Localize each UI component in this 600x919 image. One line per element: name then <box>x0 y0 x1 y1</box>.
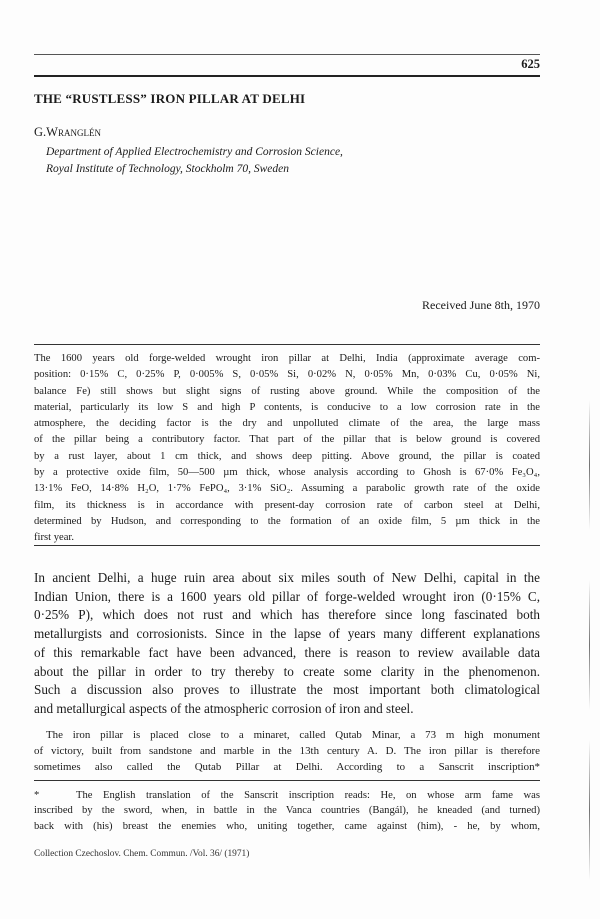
abstract-line: The 1600 years old forge-welded wrought iron pillar at Delhi, India (approximate average com- <box>34 353 540 364</box>
abstract-line: 13·1% FeO, 14·8% H₂O, 1·7% FePO₄, 3·1% SiO₂. Assuming a parabolic growth rate of the oxide <box>34 483 540 495</box>
scan-artifact <box>589 580 590 710</box>
footnote-line <box>34 788 540 803</box>
footnote-text: The English translation of the Sanscrit inscription reads: He, on whose arm fame was <box>76 790 540 801</box>
abstract <box>34 351 540 547</box>
abstract-line: atmosphere, the deciding factor is the dry and unpolluted climate of the area, the large mass <box>34 418 540 430</box>
footnote <box>34 788 540 834</box>
received-date: Received June 8th, 1970 <box>422 298 540 312</box>
abstract-line: of the pillar being a contributory factor. That part of the pillar that is below ground is covered <box>34 434 540 446</box>
article-title: THE “RUSTLESS” IRON PILLAR AT DELHI <box>34 91 306 106</box>
body-line: 0·25% P), which does not rust and which has therefore since long fascinated both <box>34 607 540 623</box>
footnote-marker: * <box>34 790 40 801</box>
header-rule-top <box>34 54 540 55</box>
affiliation-line-1: Department of Applied Electrochemistry and Corrosion Science, <box>46 146 343 158</box>
scan-artifact <box>589 400 590 530</box>
body-line: of this remarkable fact have been advanced, there is reason to review available data <box>34 644 540 660</box>
author <box>34 125 101 140</box>
scan-artifact <box>589 740 590 880</box>
body-line: In ancient Delhi, a huge ruin area about six miles south of New Delhi, capital in the <box>34 570 540 585</box>
affiliation-line-2: Royal Institute of Technology, Stockholm 70, Sweden <box>46 163 289 175</box>
body-line: metallurgists and corrosionists. Since in the lapse of years many different explanations <box>34 626 540 642</box>
abstract-line: first year. <box>34 532 75 544</box>
journal-citation: Collection Czechoslov. Chem. Commun. /Vol. 36/ (1971) <box>34 849 250 859</box>
abstract-line: film, its thickness is in accordance with present-day corrosion rate of carbon steel at Delhi, <box>34 499 540 511</box>
abstract-line: by a rust layer, about 1 cm thick, and shows deep pitting. Above ground, the pillar is coated <box>34 450 540 462</box>
author-surname: Wranglén <box>46 125 101 139</box>
body-paragraph-1 <box>34 569 540 719</box>
body-line: and metallurgical aspects of the atmospheric corrosion of iron and steel. <box>34 700 414 716</box>
abstract-rule-bottom <box>34 545 540 546</box>
abstract-line: position: 0·15% C, 0·25% P, 0·005% S, 0·05% Si, 0·02% N, 0·05% Mn, 0·03% Cu, 0·05% Ni, <box>34 369 540 381</box>
author-initial: G. <box>34 125 47 139</box>
body-line: sometimes also called the Qutab Pillar at Delhi. According to a Sanscrit inscription* <box>34 761 540 773</box>
body-line: Indian Union, there is a 1600 years old pillar of forge-welded wrought iron (0·15% C, <box>34 588 540 604</box>
body-line: The iron pillar is placed close to a minaret, called Qutab Minar, a 73 m high monument <box>46 729 540 741</box>
body-paragraph-2 <box>34 727 540 775</box>
footnote-rule <box>34 780 540 781</box>
abstract-line: determined by Hudson, and corresponding to the formation of an oxide film, 5 µm thick in the <box>34 515 540 527</box>
footnote-line: back with (his) breast the enemies who, uniting together, came against (him), - he, by whom, <box>34 820 540 832</box>
body-line: of victory, built from sandstone and marble in the 13th century A. D. The iron pillar is therefore <box>34 745 540 757</box>
abstract-line: balance Fe) still shows but slight signs of rusting above ground. While the composition of the <box>34 385 540 397</box>
body-line: about the pillar in order to try thereby to create some clarity in the phenomenon. <box>34 663 540 679</box>
abstract-line: by a protective oxide film, 50—500 µm thick, whose analysis according to Ghosh is 67·0% Fe₃O₄, <box>34 467 540 479</box>
abstract-rule-top <box>34 344 540 345</box>
abstract-line: material, particularly its low S and high P contents, is conducive to a low corrosion rate in the <box>34 401 540 413</box>
body-line: Such a discussion also proves to illustrate the most important both climatological <box>34 682 540 698</box>
footnote-line: inscribed by the sword, when, in battle in the Vanca countries (Bangál), he kneaded (and turned) <box>34 805 540 817</box>
page-number: 625 <box>521 57 540 71</box>
header-rule-bottom <box>34 75 540 77</box>
